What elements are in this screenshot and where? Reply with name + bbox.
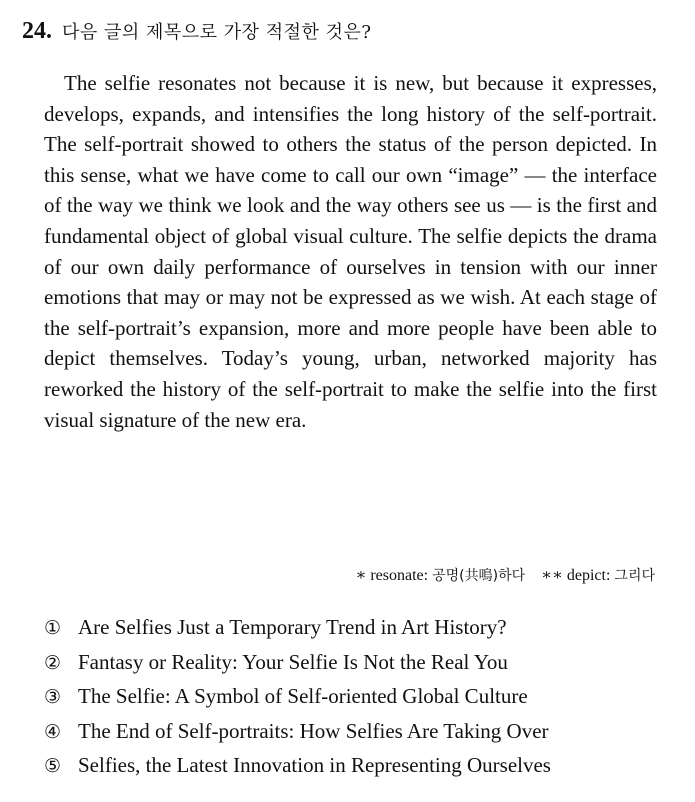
option-number: ④ bbox=[44, 720, 62, 743]
footnote-term: resonate: bbox=[370, 567, 429, 584]
footnote-resonate bbox=[355, 565, 525, 585]
passage-text: The selfie resonates not because it is new, but because it expresses, develops, expands, and intensifies the long history of the self-portrait. The self-portrait showed to others the status of the person depicted. In this sense, what we have come to call our own “image” — the interface of the way we think we look and the way others see us — is the first and fundamental object of global visual culture. The selfie depicts the drama of our own daily performance of ourselves in tension with our inner emotions that may or may not be expressed as we wish. At each stage of the self-portrait’s expansion, more and more people have been able to depict themselves. Today’s young, urban, networked majority has reworked the history of the self-portrait to make the selfie into the first visual signature of the new era. bbox=[44, 71, 657, 432]
answer-option-5[interactable] bbox=[44, 748, 674, 783]
option-number: ② bbox=[44, 651, 62, 674]
footnote-depict bbox=[541, 565, 655, 585]
option-number: ③ bbox=[44, 686, 62, 708]
option-number: ⑤ bbox=[44, 755, 62, 777]
answer-option-3[interactable] bbox=[44, 679, 674, 714]
footnote-gloss: 그리다 bbox=[614, 568, 655, 584]
option-text: Fantasy or Reality: Your Selfie Is Not the Real You bbox=[78, 649, 508, 674]
answer-options bbox=[44, 610, 674, 783]
question-number: 24. bbox=[22, 18, 52, 44]
question-prompt: 다음 글의 제목으로 가장 적절한 것은? bbox=[62, 22, 372, 43]
option-text: Are Selfies Just a Temporary Trend in Art History? bbox=[78, 615, 507, 639]
question-header bbox=[22, 18, 672, 45]
option-text: The End of Self-portraits: How Selfies Are Taking Over bbox=[78, 718, 549, 743]
answer-option-1[interactable] bbox=[44, 610, 674, 645]
option-text: The Selfie: A Symbol of Self-oriented Global Culture bbox=[78, 684, 528, 708]
option-text: Selfies, the Latest Innovation in Representing Ourselves bbox=[78, 753, 551, 777]
footnote-marker: ∗ bbox=[355, 567, 367, 584]
footnote-term: depict: bbox=[566, 567, 611, 584]
answer-option-4[interactable] bbox=[44, 714, 674, 749]
option-number: ① bbox=[44, 617, 62, 639]
footnote-gloss: 공명(共鳴)하다 bbox=[432, 568, 526, 584]
answer-option-2[interactable] bbox=[44, 645, 674, 680]
footnote-marker: ∗∗ bbox=[541, 567, 563, 584]
footnotes bbox=[355, 565, 655, 585]
